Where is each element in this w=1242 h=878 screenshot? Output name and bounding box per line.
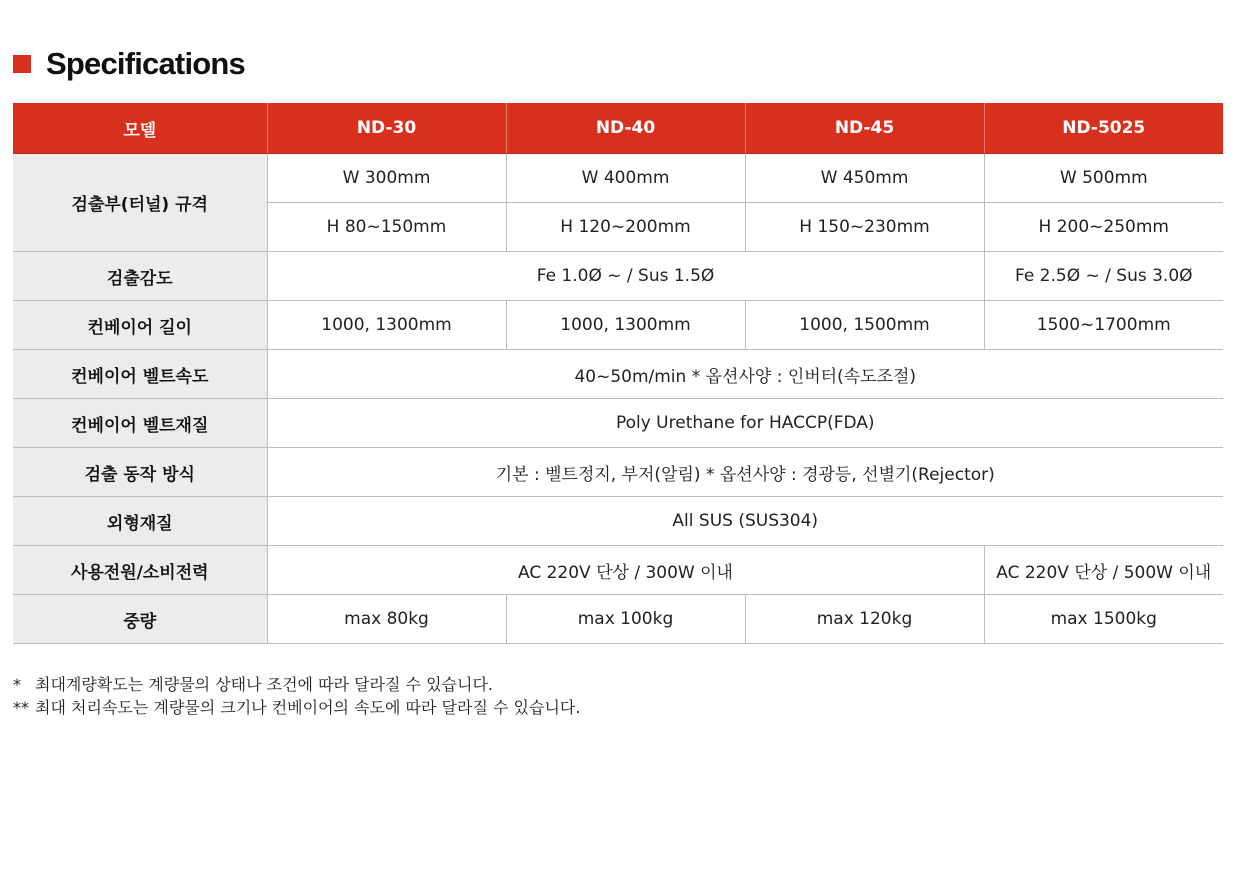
row-label: 컨베이어 벨트재질 bbox=[13, 399, 267, 448]
footnote-mark: ** bbox=[13, 698, 29, 717]
header-cell-nd40: ND-40 bbox=[506, 103, 745, 154]
header-cell-nd5025: ND-5025 bbox=[984, 103, 1223, 154]
table-cell: max 80kg bbox=[267, 595, 506, 644]
table-cell: H 200~250mm bbox=[984, 203, 1223, 252]
table-cell: W 450mm bbox=[745, 154, 984, 203]
row-label: 검출 동작 방식 bbox=[13, 448, 267, 497]
row-label: 컨베이어 벨트속도 bbox=[13, 350, 267, 399]
footnotes bbox=[13, 673, 580, 719]
section-heading bbox=[13, 44, 245, 84]
table-cell: All SUS (SUS304) bbox=[267, 497, 1223, 546]
page-title: Specifications bbox=[46, 46, 245, 81]
footnote-text: 최대 처리속도는 계량물의 크기나 컨베이어의 속도에 따라 달라질 수 있습니다. bbox=[35, 698, 581, 717]
table-row bbox=[13, 154, 1223, 203]
table-row bbox=[13, 546, 1223, 595]
table-cell: 기본 : 벨트정지, 부저(알림) * 옵션사양 : 경광등, 선별기(Rejector) bbox=[267, 448, 1223, 497]
header-cell-nd45: ND-45 bbox=[745, 103, 984, 154]
table-cell: 1000, 1300mm bbox=[506, 301, 745, 350]
table-cell: W 500mm bbox=[984, 154, 1223, 203]
table-header-row bbox=[13, 103, 1223, 154]
table-cell: H 120~200mm bbox=[506, 203, 745, 252]
table-cell: H 150~230mm bbox=[745, 203, 984, 252]
table-cell: W 400mm bbox=[506, 154, 745, 203]
table-cell: W 300mm bbox=[267, 154, 506, 203]
table-cell: Fe 2.5Ø ~ / Sus 3.0Ø bbox=[984, 252, 1223, 301]
table-cell: max 100kg bbox=[506, 595, 745, 644]
footnote bbox=[13, 696, 580, 719]
table-cell: Fe 1.0Ø ~ / Sus 1.5Ø bbox=[267, 252, 984, 301]
table-cell: 1000, 1500mm bbox=[745, 301, 984, 350]
table-cell: 40~50m/min * 옵션사양 : 인버터(속도조절) bbox=[267, 350, 1223, 399]
table-cell: 1500~1700mm bbox=[984, 301, 1223, 350]
footnote-text: 최대계량확도는 계량물의 상태나 조건에 따라 달라질 수 있습니다. bbox=[35, 675, 494, 694]
row-label: 검출감도 bbox=[13, 252, 267, 301]
table-cell: max 120kg bbox=[745, 595, 984, 644]
spec-table bbox=[13, 103, 1223, 644]
table-cell: max 1500kg bbox=[984, 595, 1223, 644]
table-cell: Poly Urethane for HACCP(FDA) bbox=[267, 399, 1223, 448]
table-cell: AC 220V 단상 / 300W 이내 bbox=[267, 546, 984, 595]
table-row bbox=[13, 350, 1223, 399]
table-row bbox=[13, 497, 1223, 546]
table-cell: AC 220V 단상 / 500W 이내 bbox=[984, 546, 1223, 595]
footnote-mark: * bbox=[13, 675, 21, 694]
table-row bbox=[13, 301, 1223, 350]
footnote bbox=[13, 673, 580, 696]
table-row bbox=[13, 252, 1223, 301]
row-label: 중량 bbox=[13, 595, 267, 644]
table-cell: H 80~150mm bbox=[267, 203, 506, 252]
header-cell-nd30: ND-30 bbox=[267, 103, 506, 154]
header-cell-model: 모델 bbox=[13, 103, 267, 154]
row-label: 검출부(터널) 규격 bbox=[13, 154, 267, 252]
table-row bbox=[13, 448, 1223, 497]
table-cell: 1000, 1300mm bbox=[267, 301, 506, 350]
heading-square-icon bbox=[13, 55, 31, 73]
row-label: 컨베이어 길이 bbox=[13, 301, 267, 350]
table-row bbox=[13, 399, 1223, 448]
table-row bbox=[13, 595, 1223, 644]
row-label: 사용전원/소비전력 bbox=[13, 546, 267, 595]
row-label: 외형재질 bbox=[13, 497, 267, 546]
